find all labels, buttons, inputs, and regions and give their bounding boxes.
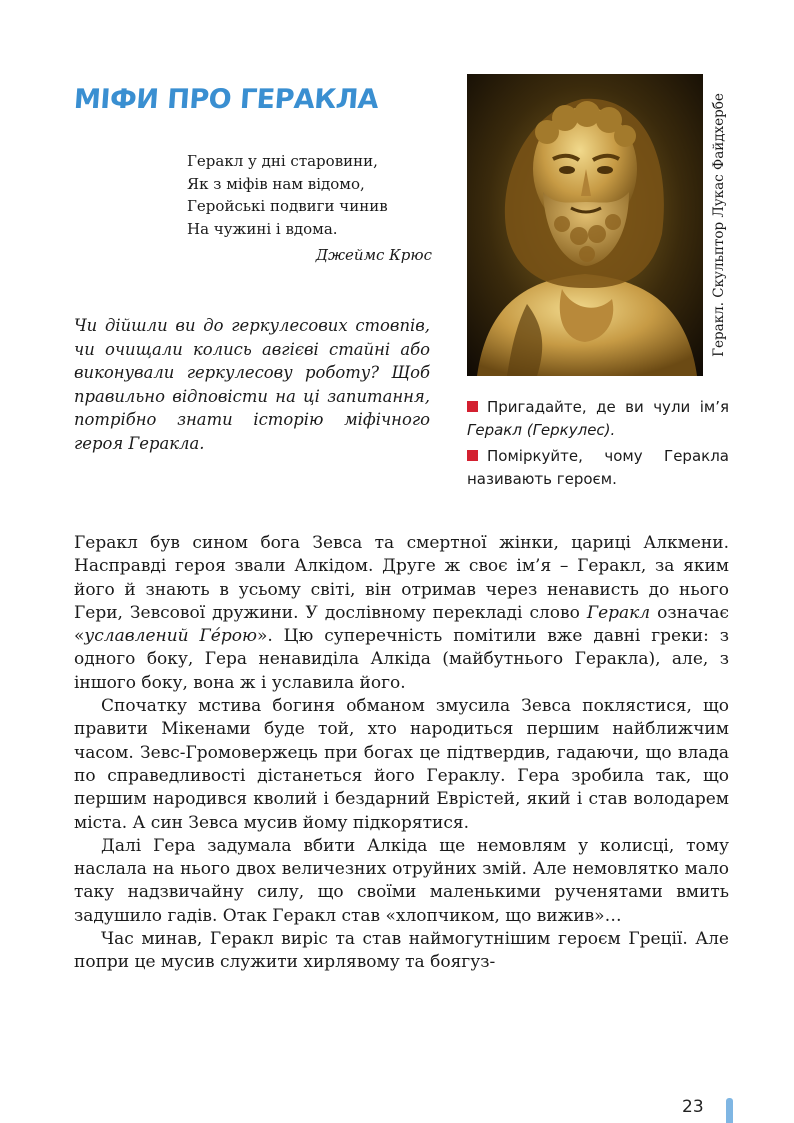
text-run: означає « xyxy=(74,602,729,647)
bullet-square-icon xyxy=(467,450,478,461)
sculpture-illustration xyxy=(467,74,703,376)
epigraph-line: На чужині і вдома. xyxy=(187,219,338,238)
page-edge-tab xyxy=(726,1098,733,1123)
paragraph xyxy=(74,532,729,695)
text-emphasis: Геракл xyxy=(586,602,651,623)
question-item xyxy=(467,396,729,442)
hercules-sculpture-image xyxy=(467,74,703,376)
paragraph: Спочатку мстива богиня обманом змусила Зевса поклястися, що правити Мікенами буде той, хто народиться першим найближчим часом. Зевс-Громовержець при богах це підтвердив, гадаючи, що влада по справедливості дістанеться його Гераклу. Гера зробила так, що першим народився кволий і бездарний Еврістей, який і став володарем міста. А син Зевса мусив йому підкорятися. xyxy=(74,696,729,833)
questions-list xyxy=(467,396,729,494)
paragraph: Далі Гера задумала вбити Алкіда ще немовлям у колисці, тому наслала на нього двох величезних отруйних змій. Але немовлятко мало таку надзвичайну силу, що своїми маленькими рученятами вмить задушило гадів. Отак Геракл став «хлопчиком, що вижив»… xyxy=(74,835,729,926)
question-text: Поміркуйте, чому Геракла називають героєм. xyxy=(467,447,729,488)
paragraph: Час минав, Геракл виріс та став наймогутнішим героєм Греції. Але попри це мусив служити хирлявому та боягуз- xyxy=(74,929,729,973)
bullet-square-icon xyxy=(467,401,478,412)
figure-credit-text: Геракл. Скульптор Лукас Файдхербе xyxy=(711,93,727,357)
epigraph-line: Як з міфів нам відомо, xyxy=(187,174,365,193)
epigraph-line: Геройські подвиги чинив xyxy=(187,197,388,215)
epigraph xyxy=(187,150,432,267)
epigraph-author: Джеймс Крюс xyxy=(315,246,432,264)
main-text xyxy=(74,532,729,975)
page-number: 23 xyxy=(682,1097,704,1117)
question-text: Пригадайте, де ви чули ім’я xyxy=(487,398,729,416)
figure-credit xyxy=(707,74,731,376)
text-emphasis: уславлений Гéрою xyxy=(84,626,257,647)
question-item xyxy=(467,445,729,491)
epigraph-line: Геракл у дні старовини, xyxy=(187,152,378,170)
text-run: Геракл був сином бога Зевса та смертної жінки, цариці Алкмени. Насправді героя звали Алкідом. Друге ж своє ім’я – Геракл, за яким його й знають в усьому світі, він отримав через ненависть до нього Гери, Зевсової дружини. У дослівному перекладі слово xyxy=(74,533,729,623)
intro-text: Чи дійшли ви до геркулесових стовпів, чи очищали колись авгієві стайні або виконували геркулесову роботу? Щоб правильно відповісти на ці запитання, потрібно знати історію міфічного героя Геракла. xyxy=(74,316,430,453)
page-title: МІФИ ПРО ГЕРАКЛА xyxy=(72,84,380,115)
question-emphasis: Геракл (Геркулес). xyxy=(467,421,616,439)
text-run: ». Цю суперечність помітили вже давні греки: з одного боку, Гера ненавиділа Алкіда (майбутнього Геракла), але, з іншого боку, вона ж і уславила його. xyxy=(74,626,729,693)
